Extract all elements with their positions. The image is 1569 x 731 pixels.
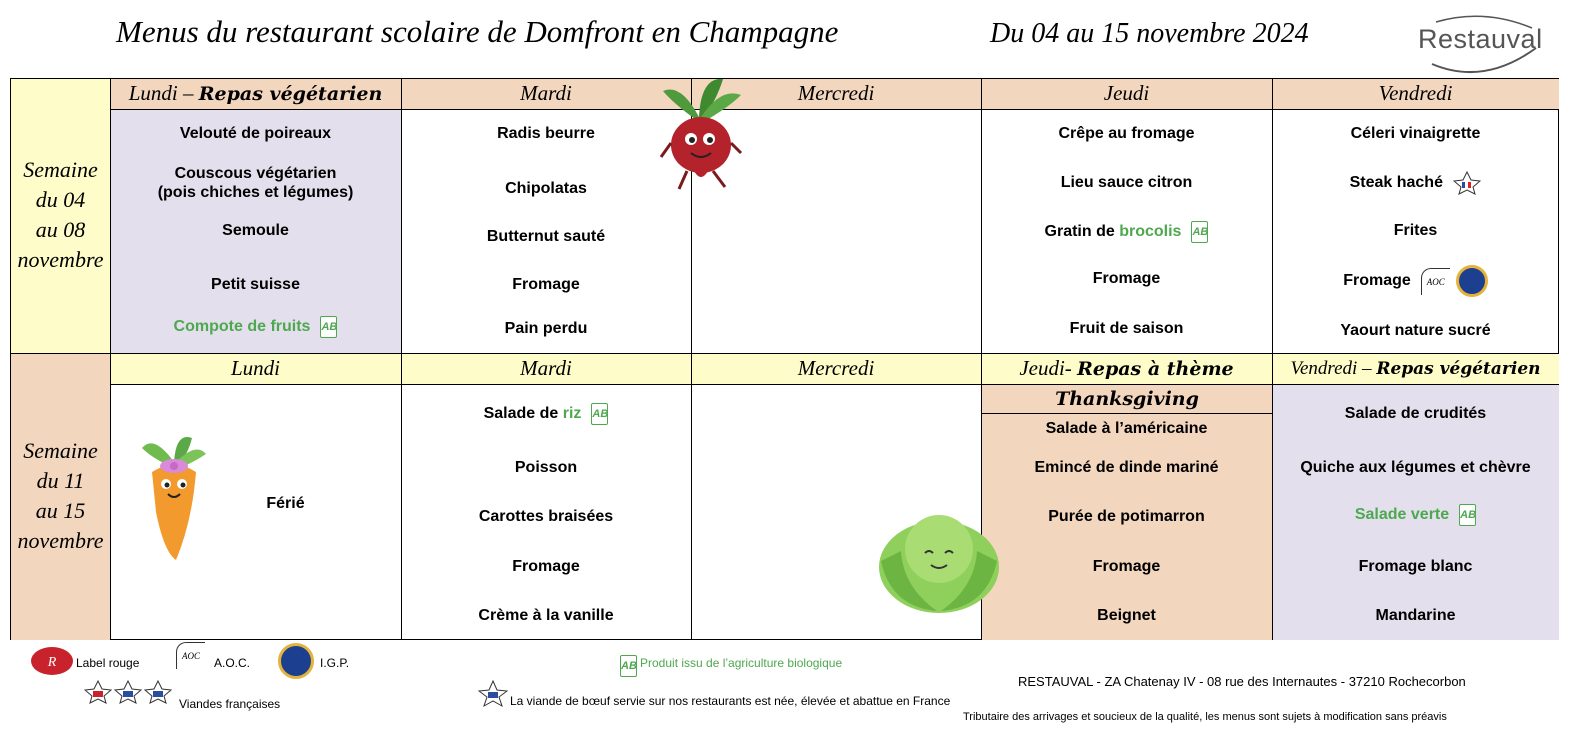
- menu-item: Poisson: [514, 459, 578, 476]
- aoc-icon: AOC: [1421, 268, 1450, 295]
- menu-item: Quiche aux légumes et chèvre: [1300, 459, 1531, 476]
- w1-mardi-menu: [401, 109, 691, 353]
- legend-boeuf: La viande de bœuf servie sur nos restaurants est née, élevée et abattue en France: [510, 694, 951, 708]
- carrot-mascot-image: [134, 432, 214, 564]
- menu-item: Compote de fruits AB: [110, 316, 401, 338]
- svg-text:R: R: [47, 655, 57, 670]
- week1-label: Semaine du 04 au 08 novembre: [17, 157, 104, 272]
- w1-header-jeudi: Jeudi: [1103, 81, 1150, 105]
- label-rouge-icon: [30, 646, 74, 676]
- w2-vendredi-menu: [1272, 384, 1559, 640]
- viande-francaise-icon: [1453, 171, 1481, 195]
- menu-item: Mandarine: [1375, 607, 1456, 624]
- restauval-address: RESTAUVAL - ZA Chatenay IV - 08 rue des Internautes - 37210 Rochecorbon: [1018, 674, 1466, 689]
- menu-item: Frites: [1393, 222, 1438, 239]
- thanksgiving-subheader: Thanksgiving: [1055, 388, 1199, 410]
- menu-item: Crêpe au fromage: [1058, 125, 1195, 142]
- bio-icon: AB: [591, 403, 608, 425]
- w1-vendredi-menu: [1272, 109, 1559, 353]
- aoc-icon: AOC: [176, 642, 205, 669]
- w2-header-vendredi: Vendredi – Repas végétarien: [1290, 358, 1541, 379]
- disclaimer: Tributaire des arrivages et soucieux de la qualité, les menus sont sujets à modification sans préavis: [963, 711, 1447, 723]
- viande-francaise-icon: [478, 680, 508, 708]
- beet-mascot-image: [651, 73, 747, 205]
- legend-viandes: Viandes françaises: [179, 697, 281, 711]
- menu-item: Velouté de poireaux: [179, 125, 332, 142]
- menu-item: Petit suisse: [211, 276, 300, 293]
- menu-item: Salade verte AB: [1272, 504, 1559, 526]
- menu-item: Crème à la vanille: [478, 607, 614, 624]
- w1-lundi-menu: [110, 109, 401, 353]
- menu-table: [10, 78, 1559, 640]
- w1-header-mercredi: Mercredi: [797, 81, 875, 105]
- menu-item: Fromage: [512, 276, 580, 293]
- menu-item: Fromage AOC: [1272, 265, 1559, 297]
- bio-icon: AB: [620, 655, 637, 677]
- menu-item: Salade de riz AB: [401, 403, 691, 425]
- menu-item: Salade de crudités: [1344, 405, 1487, 422]
- w1-header-lundi: Lundi – Repas végétarien: [128, 81, 383, 105]
- menu-item: (pois chiches et légumes): [157, 184, 354, 201]
- menu-item: Fromage: [512, 558, 580, 575]
- menu-item: Radis beurre: [497, 125, 595, 142]
- w2-header-jeudi: Jeudi- Repas à thème: [1019, 356, 1234, 380]
- menu-item: Fruit de saison: [1069, 320, 1184, 337]
- igp-icon: [278, 643, 314, 679]
- w1-jeudi-menu: [981, 109, 1272, 353]
- menu-item: Fromage: [1092, 270, 1161, 287]
- menu-item: Céleri vinaigrette: [1350, 125, 1481, 142]
- legend-igp: I.G.P.: [320, 656, 350, 670]
- w1-header-vendredi: Vendredi: [1378, 81, 1453, 105]
- w2-mardi-menu: [401, 384, 691, 640]
- viande-francaise-icon: [84, 680, 174, 708]
- menu-item: Semoule: [222, 222, 289, 239]
- menu-item: Férié: [266, 495, 305, 512]
- menu-item: Purée de potimarron: [1048, 508, 1205, 525]
- restauval-logo: Restauval: [1414, 14, 1554, 74]
- menu-item: Emincé de dinde mariné: [1034, 459, 1219, 476]
- menu-item: Beignet: [1097, 607, 1156, 624]
- week2-label: Semaine du 11 au 15 novembre: [17, 438, 104, 553]
- w2-lundi-menu: [110, 384, 401, 640]
- w2-jeudi-menu: [981, 384, 1272, 640]
- menu-item: Lieu sauce citron: [1060, 174, 1193, 191]
- page-title: Menus du restaurant scolaire de Domfront en Champagne: [116, 14, 839, 49]
- menu-item: Carottes braisées: [478, 508, 614, 525]
- menu-item: Yaourt nature sucré: [1340, 322, 1491, 339]
- menu-item: Pain perdu: [504, 320, 588, 337]
- legend-bio: Produit issu de l’agriculture biologique: [640, 656, 843, 670]
- menu-item: Fromage blanc: [1358, 558, 1473, 575]
- menu-item: Gratin de brocolis AB: [981, 221, 1272, 243]
- menu-item: Chipolatas: [505, 180, 587, 197]
- igp-icon: [1456, 265, 1488, 297]
- legend-aoc: A.O.C.: [214, 656, 251, 670]
- bio-icon: AB: [320, 316, 337, 338]
- menu-item: Couscous végétarien: [174, 165, 337, 182]
- w2-header-lundi: Lundi: [230, 356, 280, 380]
- menu-item: Butternut sauté: [486, 228, 606, 245]
- w2-header-mercredi: Mercredi: [797, 356, 875, 380]
- date-range: Du 04 au 15 novembre 2024: [990, 18, 1309, 49]
- menu-item: Salade à l’américaine: [1045, 420, 1208, 437]
- bio-icon: AB: [1191, 221, 1208, 243]
- menu-item: Steak haché: [1272, 171, 1559, 195]
- menu-item: Fromage: [1092, 558, 1161, 575]
- legend-label-rouge: Label rouge: [76, 656, 140, 670]
- w2-header-mardi: Mardi: [520, 356, 572, 380]
- w1-header-mardi: Mardi: [520, 81, 572, 105]
- bio-icon: AB: [1459, 504, 1476, 526]
